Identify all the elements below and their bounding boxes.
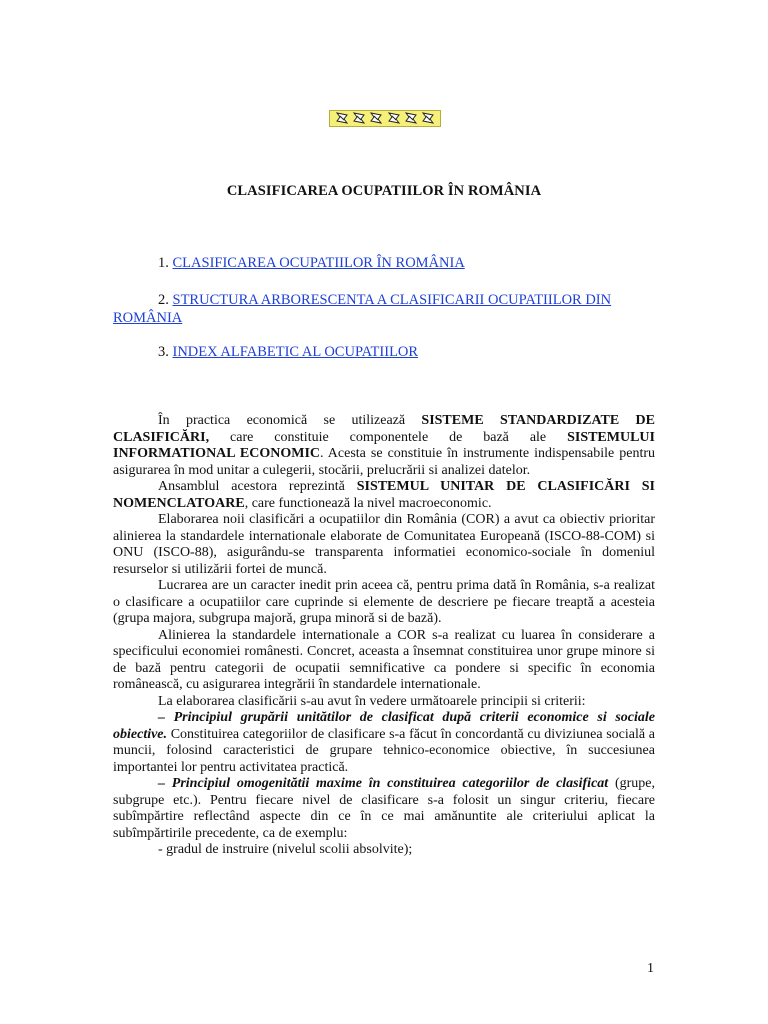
paragraph-text: În practica economică se utilizează <box>158 413 422 428</box>
emblem-glyph-icon <box>421 112 435 125</box>
paragraph-text: Constituirea categoriilor de clasificare s-a făcut în concordantă cu diviziunea socială a muncii, folosind caracteristici de grupare tehnico-economice obiective, în succesiunea importantei lor pentru activitatea practică. <box>113 726 655 775</box>
bold-term: SISTEMULUI INFORMATIONAL ECONOMIC <box>113 429 655 461</box>
emblem-glyph-icon <box>352 112 366 125</box>
bold-term: SISTEMUL UNITAR DE CLASIFICĂRI SI NOMENCLATOARE <box>113 479 655 511</box>
toc-item <box>113 291 655 327</box>
toc-item <box>113 344 655 361</box>
paragraph <box>113 710 655 776</box>
paragraph: Elaborarea noii clasificări a ocupatiilor din România (COR) a avut ca obiectiv prioritar alinierea la standardele internationale elaborate de Comunitatea Europeană (ISCO-88-COM) si ONU (ISCO-88), asigurându-se transparenta informatiei economico-sociale în domeniul resurselor si utilizării fortei de muncă. <box>113 512 655 577</box>
toc-link-index[interactable]: INDEX ALFABETIC AL OCUPATIILOR <box>172 344 419 360</box>
toc-link-structura[interactable]: STRUCTURA ARBORESCENTA A CLASIFICARII OCUPATIILOR DIN ROMÂNIA <box>113 292 612 326</box>
emblem-glyph-icon <box>369 112 383 125</box>
toc-number: 1. <box>158 255 169 271</box>
paragraph-text: . Acesta se constituie în instrumente indispensabile pentru asigurarea în mod unitar a culegerii, stocării, prelucrării si analizei datelor. <box>113 446 656 478</box>
paragraph-text: , care functionează la nivel macroeconomic. <box>244 495 492 511</box>
paragraph: Alinierea la standardele internationale a COR s-a realizat cu luarea în considerare a specificului economiei românesti. Concret, aceasta a însemnat constituirea unor grupe minore si de bază pentru categorii de ocupatii semnificative ca pondere si specific în economia românească, cu asigurarea integrării în standardele internationale. <box>113 627 655 692</box>
paragraph <box>113 776 655 842</box>
paragraph: Lucrarea are un caracter inedit prin aceea că, pentru prima dată în România, s-a realizat o clasificare a ocupatiilor care cuprinde si elemente de descriere pe fiecare treaptă a acesteia (grupa majora, subgrupa majoră, grupa minoră si de bază). <box>113 578 655 626</box>
bold-term: SISTEME STANDARDIZATE DE CLASIFICĂRI, <box>113 413 655 445</box>
emblem-glyph-icon <box>404 112 418 125</box>
page-number: 1 <box>647 961 654 976</box>
paragraph-text: (grupe, subgrupe etc.). Pentru fiecare nivel de clasificare s-a folosit un singur criteriu, fiecare subîmpărtire reflectând aspecte din ce în ce mai amănuntite ale criteriului aplicat la subîmpărtirile precedente, ca de exemplu: <box>113 776 655 841</box>
principle-heading: – Principiul grupării unitătilor de clasificat după criterii economice si sociale obiective. <box>113 710 655 742</box>
list-item: - gradul de instruire (nivelul scolii absolvite); <box>158 842 413 857</box>
paragraph-text: Ansamblul acestora reprezintă <box>158 479 357 494</box>
toc-number: 2. <box>158 292 169 308</box>
decorative-emblem-icon <box>329 110 441 127</box>
body-text <box>113 413 655 859</box>
page-title: CLASIFICAREA OCUPATIILOR ÎN ROMÂNIA <box>226 183 542 199</box>
toc-link-clasificarea[interactable]: CLASIFICAREA OCUPATIILOR ÎN ROMÂNIA <box>172 255 465 271</box>
toc-number: 3. <box>158 344 169 360</box>
paragraph <box>113 413 655 479</box>
emblem-glyph-icon <box>335 112 349 125</box>
paragraph-text: care constituie componentele de bază ale <box>209 429 568 445</box>
paragraph <box>113 479 655 512</box>
paragraph: La elaborarea clasificării s-au avut în vedere următoarele principii si criterii: <box>158 693 586 709</box>
emblem-glyph-icon <box>387 112 401 125</box>
toc-item <box>113 255 655 272</box>
principle-heading: – Principiul omogenitătii maxime în constituirea categoriilor de clasificat <box>158 776 609 791</box>
